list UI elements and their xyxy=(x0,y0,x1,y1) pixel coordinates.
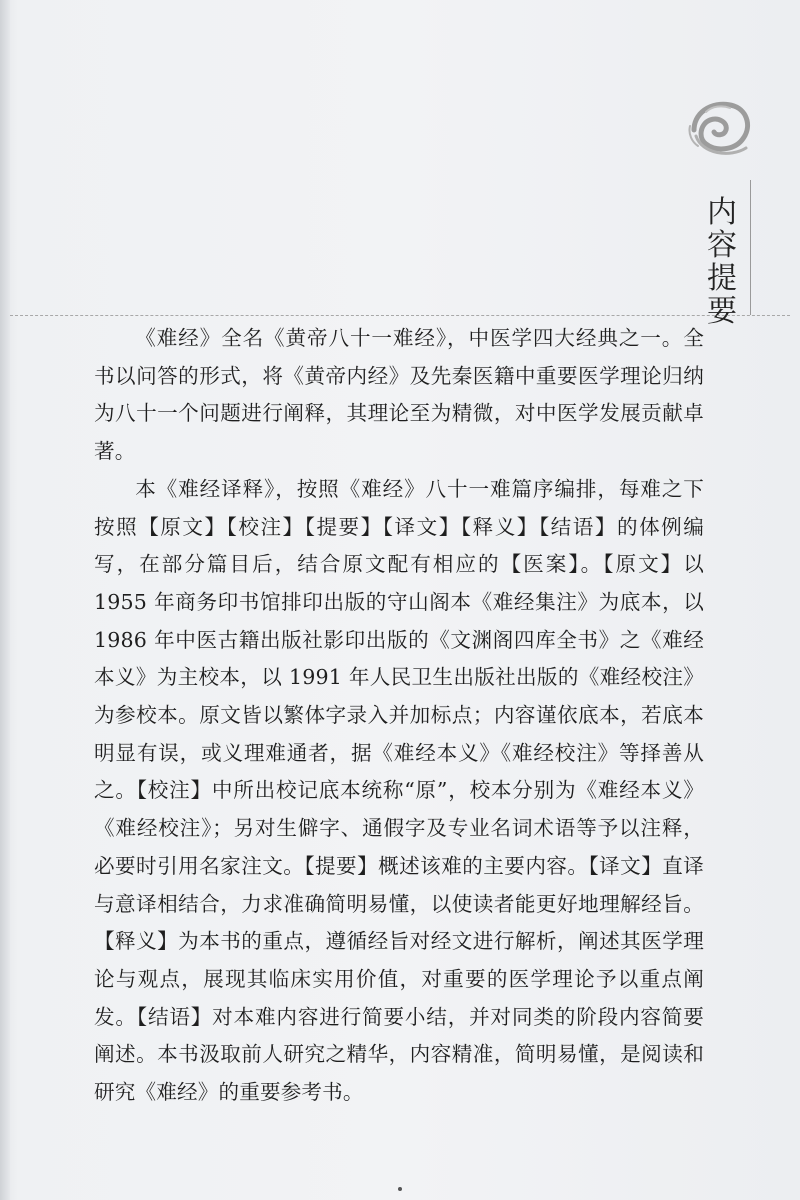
header-divider xyxy=(10,315,790,316)
section-title xyxy=(698,196,746,328)
spiral-cloud-icon xyxy=(686,96,756,160)
section-title-char: 提 xyxy=(707,261,737,296)
section-title-char: 要 xyxy=(707,294,737,329)
section-title-char: 内 xyxy=(707,195,737,230)
summary-body xyxy=(94,320,704,1112)
section-title-char: 容 xyxy=(707,228,737,263)
page-dot-icon xyxy=(398,1187,402,1191)
title-vertical-rule xyxy=(750,180,751,315)
paragraph-structure: 本《难经译释》，按照《难经》八十一难篇序编排，每难之下按照【原文】【校注】【提要】【译文】【释义】【结语】的体例编写，在部分篇目后，结合原文配有相应的【医案】。【原文】以 1955 年商务印书馆排印出版的守山阁本《难经集注》为底本，以 1986 年中医古籍出版社影印出版的《文渊阁四库全书》之《难经本义》为主校本，以 1991 年人民卫生出版社出版的《难经校注》为参校本。原文皆以繁体字录入并加标点；内容谨依底本，若底本明显有误，或义理难通者，据《难经本义》《难经校注》等择善从之。【校注】中所出校记底本统称“原”，校本分别为《难经本义》《难经校注》；另对生僻字、通假字及专业名词术语等予以注释，必要时引用名家注文。【提要】概述该难的主要内容。【译文】直译与意译相结合，力求准确简明易懂，以使读者能更好地理解经旨。【释义】为本书的重点，遵循经旨对经文进行解析，阐述其医学理论与观点，展现其临床实用价值，对重要的医学理论予以重点阐发。【结语】对本难内容进行简要小结，并对同类的阶段内容简要阐述。本书汲取前人研究之精华，内容精准，简明易懂，是阅读和研究《难经》的重要参考书。 xyxy=(94,476,704,1105)
paragraph-intro: 《难经》全名《黄帝八十一难经》，中医学四大经典之一。全书以问答的形式，将《黄帝内经》及先秦医籍中重要医学理论归纳为八十一个问题进行阐释，其理论至为精微，对中医学发展贡献卓著。 xyxy=(94,326,704,464)
binding-edge xyxy=(0,0,10,1200)
